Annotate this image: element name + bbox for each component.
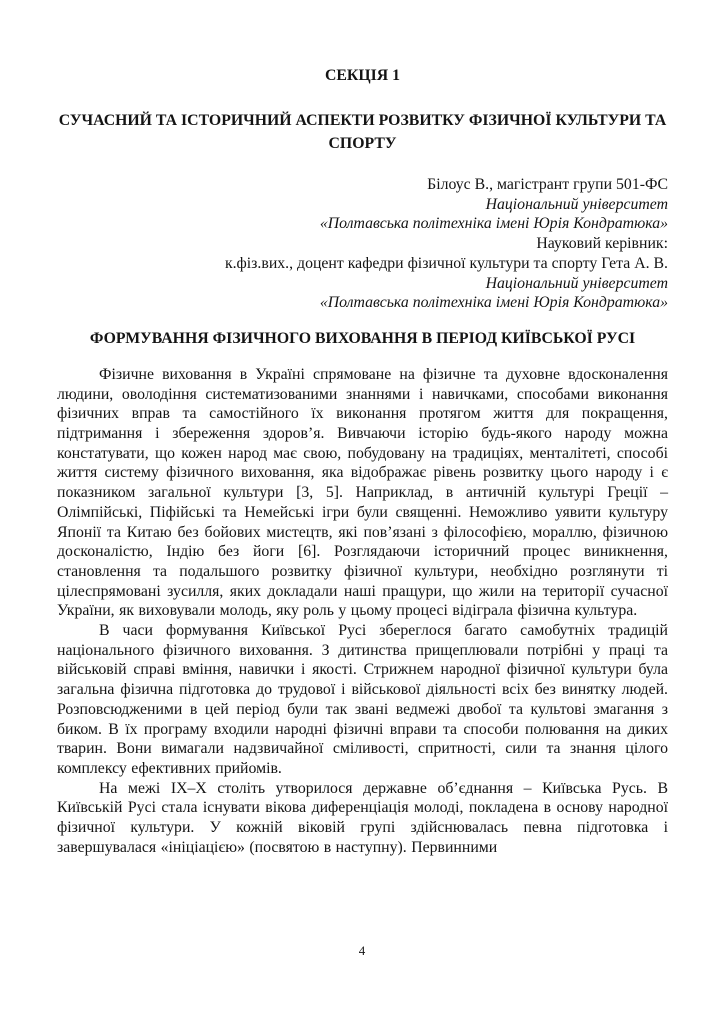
body-paragraph: Фізичне виховання в Україні спрямоване на фізичне та духовне вдосконалення людини, оволодіння систематизованими знаннями і навичками, способами виконання фізичних вправ та самостійного їх виконання протягом життя для покращення, підтримання і збереження здоров’я. Вивчаючи історію будь-якого народу можна констатувати, що кожен народ має свою, побудовану на традиціях, менталітеті, способі життя систему фізичного виховання, яка відображає рівень розвитку цього народу і є показником загальної культури [3, 5]. Наприклад, в античній культурі Греції – Олімпійські, Піфійські та Немейські ігри були священні. Неможливо уявити культуру Японії та Китаю без бойових мистецтв, які пов’язані з філософією, мораллю, фізичною досконалістю, Індію без йоги [6]. Розглядаючи історичний процес виникнення, становлення та подальшого розвитку фізичної культури, необхідно розглянути ті цілеспрямовані зусилля, яких докладали наші пращури, що жили на території сучасної України, як виховували молодь, яку роль у цьому процесі відіграла фізична культура. bbox=[57, 365, 668, 620]
article-body bbox=[57, 365, 668, 858]
body-paragraph: В часи формування Київської Русі збереглося багато самобутніх традицій національного фізичного виховання. З дитинства прищеплювали потрібні у праці та військовій справі вміння, навички і якості. Стрижнем народної фізичної культури була загальна фізична підготовка до трудової і військової діяльності всіх без винятку людей. Розповсюдженими в цей період були так звані ведмежі двобої та культові змагання з биком. В їх програму входили народні фізичні вправи та способи полювання на диких тварин. Вони вимагали надзвичайної сміливості, спритності, сили та знання цілого комплексу ефективних прийомів. bbox=[57, 622, 668, 777]
page-number: 4 bbox=[358, 943, 366, 958]
supervisor-name-line: к.фіз.вих., доцент кафедри фізичної культури та спорту Гета А. В. bbox=[224, 254, 668, 272]
author-university-name-line: «Полтавська політехніка імені Юрія Кондратюка» bbox=[319, 215, 668, 233]
section-heading: СУЧАСНИЙ ТА ІСТОРИЧНИЙ АСПЕКТИ РОЗВИТКУ ФІЗИЧНОЇ КУЛЬТУРИ ТА СПОРТУ bbox=[58, 112, 667, 152]
body-paragraph: На межі IX–X століть утворилося державне об’єднання – Київська Русь. В Київській Русі стала існувати вікова диференціація молоді, покладена в основу народної фізичної культури. У кожній віковій групі здійснювалась певна підготовка і завершувалася «ініціацією» (посвятою в наступну). Первинними bbox=[57, 779, 668, 856]
section-label: СЕКЦІЯ 1 bbox=[324, 67, 401, 84]
author-block bbox=[57, 175, 668, 313]
supervisor-university-line: Національний університет bbox=[485, 274, 668, 292]
supervisor-university-name-line: «Полтавська політехніка імені Юрія Кондратюка» bbox=[319, 294, 668, 312]
supervisor-label-line: Науковий керівник: bbox=[536, 235, 668, 253]
author-university-line: Національний університет bbox=[485, 195, 668, 213]
article-title: ФОРМУВАННЯ ФІЗИЧНОГО ВИХОВАННЯ В ПЕРІОД КИЇВСЬКОЇ РУСІ bbox=[89, 329, 636, 347]
author-name-line: Білоус В., магістрант групи 501-ФС bbox=[427, 176, 668, 193]
